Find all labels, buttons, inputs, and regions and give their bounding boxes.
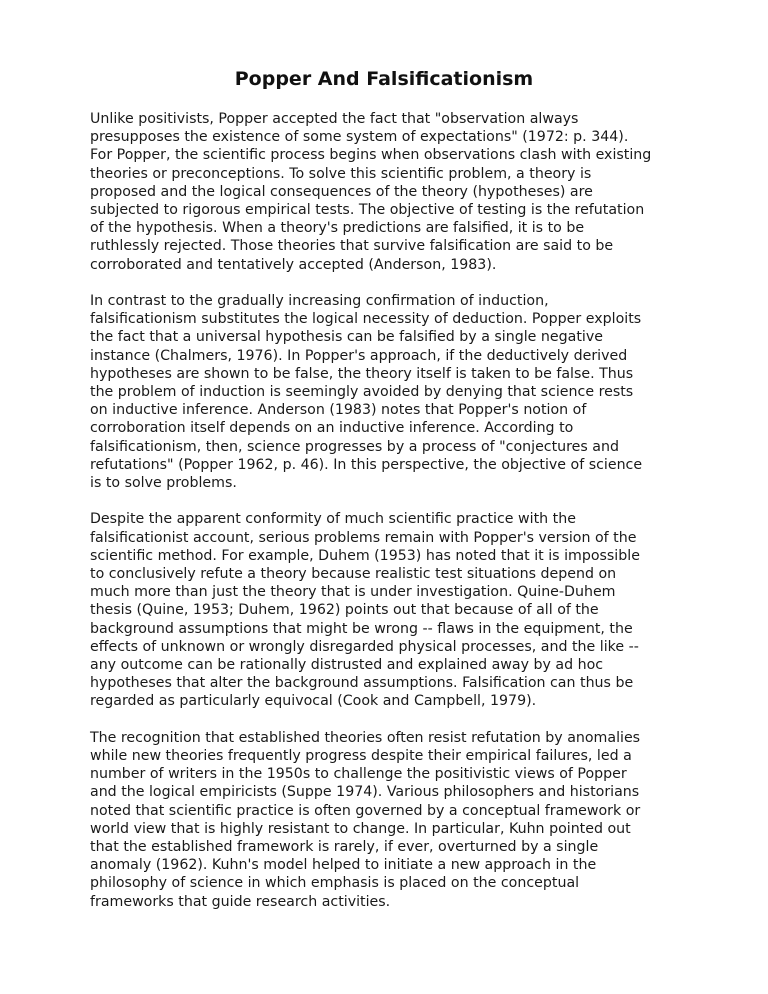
- body-paragraph: [90, 729, 690, 911]
- paragraph-line: ruthlessly rejected. Those theories that survive falsification are said to be: [90, 238, 614, 255]
- paragraph-line: background assumptions that might be wrong -- flaws in the equipment, the: [90, 620, 633, 637]
- paragraph-line: of the hypothesis. When a theory's predictions are falsified, it is to be: [90, 220, 585, 237]
- paragraph-line: refutations" (Popper 1962, p. 46). In this perspective, the objective of science: [90, 456, 643, 473]
- body-paragraph: [90, 510, 690, 710]
- paragraph-line: For Popper, the scientific process begins when observations clash with existing: [90, 147, 652, 164]
- paragraph-line: presupposes the existence of some system of expectations" (1972: p. 344).: [90, 129, 629, 146]
- paragraph-line: noted that scientific practice is often governed by a conceptual framework or: [90, 802, 641, 819]
- paragraph-line: effects of unknown or wrongly disregarded physical processes, and the like --: [90, 638, 639, 655]
- paragraph-line: The recognition that established theories often resist refutation by anomalies: [90, 729, 641, 746]
- paragraph-line: the problem of induction is seemingly avoided by denying that science rests: [90, 384, 634, 401]
- document-body: [90, 110, 690, 929]
- paragraph-line: frameworks that guide research activities.: [90, 893, 391, 910]
- paragraph-line: falsificationism substitutes the logical necessity of deduction. Popper exploits: [90, 311, 642, 328]
- paragraph-line: subjected to rigorous empirical tests. The objective of testing is the refutation: [90, 202, 645, 219]
- paragraph-line: the fact that a universal hypothesis can be falsified by a single negative: [90, 329, 603, 346]
- paragraph-line: In contrast to the gradually increasing confirmation of induction,: [90, 293, 549, 310]
- paragraph-line: falsificationist account, serious problems remain with Popper's version of the: [90, 529, 637, 546]
- paragraph-line: philosophy of science in which emphasis is placed on the conceptual: [90, 875, 580, 892]
- paragraph-line: hypotheses are shown to be false, the theory itself is taken to be false. Thus: [90, 365, 634, 382]
- paragraph-line: much more than just the theory that is under investigation. Quine-Duhem: [90, 584, 616, 601]
- paragraph-line: Despite the apparent conformity of much scientific practice with the: [90, 511, 576, 528]
- document-title: Popper And Falsificationism: [234, 68, 534, 90]
- paragraph-line: theories or preconceptions. To solve this scientific problem, a theory is: [90, 165, 592, 182]
- paragraph-line: any outcome can be rationally distrusted and explained away by ad hoc: [90, 657, 604, 674]
- paragraph-line: is to solve problems.: [90, 475, 237, 492]
- paragraph-line: instance (Chalmers, 1976). In Popper's approach, if the deductively derived: [90, 347, 628, 364]
- paragraph-line: regarded as particularly equivocal (Cook and Campbell, 1979).: [90, 693, 537, 710]
- paragraph-line: Unlike positivists, Popper accepted the fact that "observation always: [90, 111, 579, 127]
- paragraph-line: thesis (Quine, 1953; Duhem, 1962) points out that because of all of the: [90, 602, 599, 619]
- paragraph-line: to conclusively refute a theory because realistic test situations depend on: [90, 566, 617, 583]
- paragraph-line: world view that is highly resistant to change. In particular, Kuhn pointed out: [90, 820, 631, 837]
- body-paragraph: [90, 292, 690, 492]
- body-paragraph: [90, 110, 690, 274]
- paragraph-line: number of writers in the 1950s to challenge the positivistic views of Popper: [90, 766, 627, 783]
- paragraph-line: anomaly (1962). Kuhn's model helped to initiate a new approach in the: [90, 857, 597, 874]
- paragraph-line: that the established framework is rarely, if ever, overturned by a single: [90, 839, 599, 856]
- paragraph-line: on inductive inference. Anderson (1983) notes that Popper's notion of: [90, 402, 587, 419]
- paragraph-line: and the logical empiricists (Suppe 1974). Various philosophers and historians: [90, 784, 640, 801]
- paragraph-line: hypotheses that alter the background assumptions. Falsification can thus be: [90, 675, 634, 692]
- paragraph-line: corroboration itself depends on an inductive inference. According to: [90, 420, 574, 437]
- paragraph-line: corroborated and tentatively accepted (Anderson, 1983).: [90, 256, 497, 273]
- paragraph-line: while new theories frequently progress despite their empirical failures, led a: [90, 748, 632, 765]
- paragraph-line: falsificationism, then, science progresses by a process of "conjectures and: [90, 438, 620, 455]
- paragraph-line: scientific method. For example, Duhem (1953) has noted that it is impossible: [90, 547, 640, 564]
- paragraph-line: proposed and the logical consequences of the theory (hypotheses) are: [90, 183, 593, 200]
